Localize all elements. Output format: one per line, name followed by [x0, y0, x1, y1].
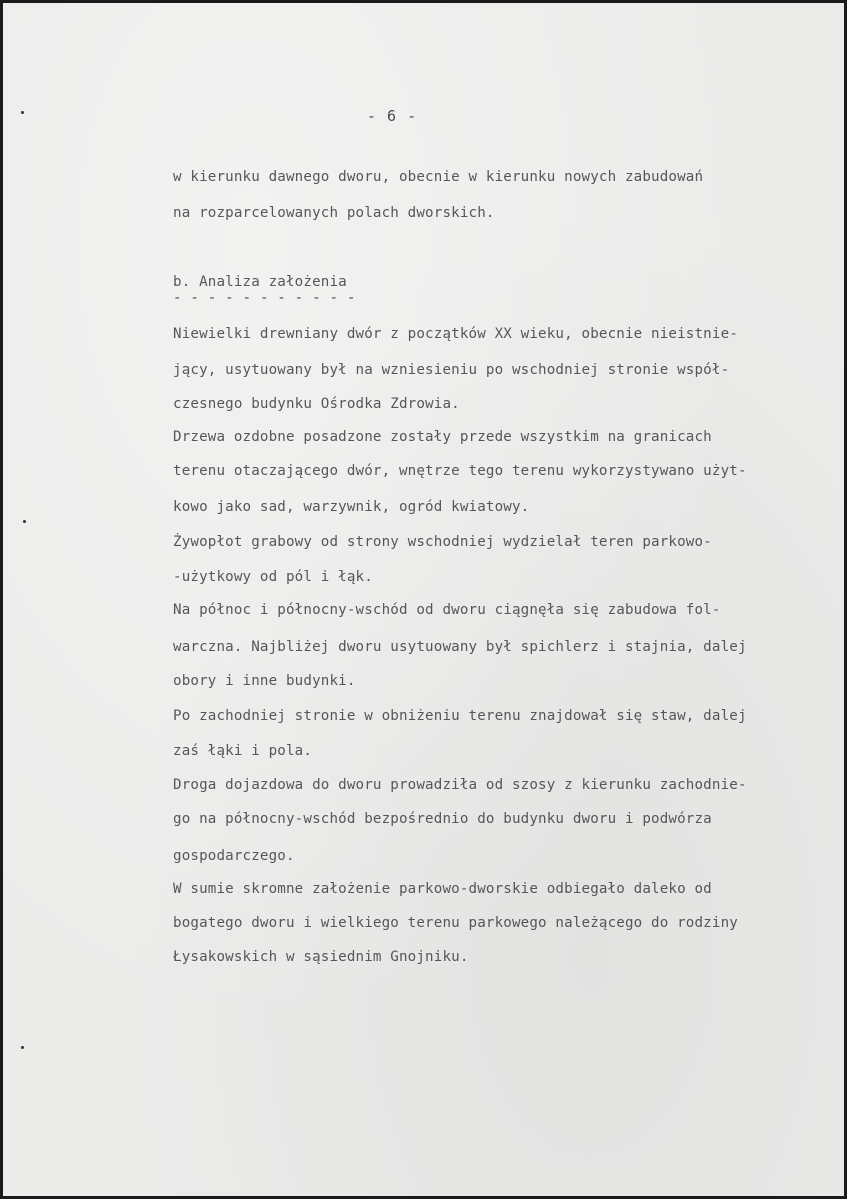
- body-line: Żywopłot grabowy od strony wschodniej wydzielał teren parkowo-: [173, 534, 712, 550]
- body-line: bogatego dworu i wielkiego terenu parkowego należącego do rodziny: [173, 915, 738, 931]
- body-line: kowo jako sad, warzywnik, ogród kwiatowy.: [173, 499, 530, 515]
- paper-speck: [23, 520, 26, 523]
- page-number: - 6 -: [367, 107, 418, 125]
- intro-line: na rozparcelowanych polach dworskich.: [173, 205, 495, 221]
- body-line: -użytkowy od pól i łąk.: [173, 569, 373, 585]
- body-line: jący, usytuowany był na wzniesieniu po wschodniej stronie współ-: [173, 362, 730, 378]
- body-line: Po zachodniej stronie w obniżeniu terenu znajdował się staw, dalej: [173, 708, 747, 724]
- body-line: terenu otaczającego dwór, wnętrze tego terenu wykorzystywano użyt-: [173, 463, 747, 479]
- intro-line: w kierunku dawnego dworu, obecnie w kierunku nowych zabudowań: [173, 169, 704, 185]
- body-line: zaś łąki i pola.: [173, 743, 313, 759]
- body-line: gospodarczego.: [173, 848, 295, 864]
- body-line: czesnego budynku Ośrodka Zdrowia.: [173, 396, 460, 412]
- body-line: Łysakowskich w sąsiednim Gnojniku.: [173, 949, 469, 965]
- body-line: obory i inne budynki.: [173, 673, 356, 689]
- paper-speck: [21, 1046, 24, 1049]
- section-heading-underline: - - - - - - - - - - -: [173, 290, 356, 306]
- body-line: Niewielki drewniany dwór z początków XX wieku, obecnie nieistnie-: [173, 326, 738, 342]
- body-line: warczna. Najbliżej dworu usytuowany był spichlerz i stajnia, dalej: [173, 639, 747, 655]
- body-line: W sumie skromne założenie parkowo-dworskie odbiegało daleko od: [173, 881, 712, 897]
- body-line: go na północny-wschód bezpośrednio do budynku dworu i podwórza: [173, 811, 712, 827]
- typewritten-page: [3, 3, 844, 1196]
- body-line: Na północ i północny-wschód od dworu ciągnęła się zabudowa fol-: [173, 602, 721, 618]
- body-line: Droga dojazdowa do dworu prowadziła od szosy z kierunku zachodnie-: [173, 777, 747, 793]
- body-line: Drzewa ozdobne posadzone zostały przede wszystkim na granicach: [173, 429, 712, 445]
- paper-speck: [21, 111, 24, 114]
- section-heading: b. Analiza założenia: [173, 274, 347, 290]
